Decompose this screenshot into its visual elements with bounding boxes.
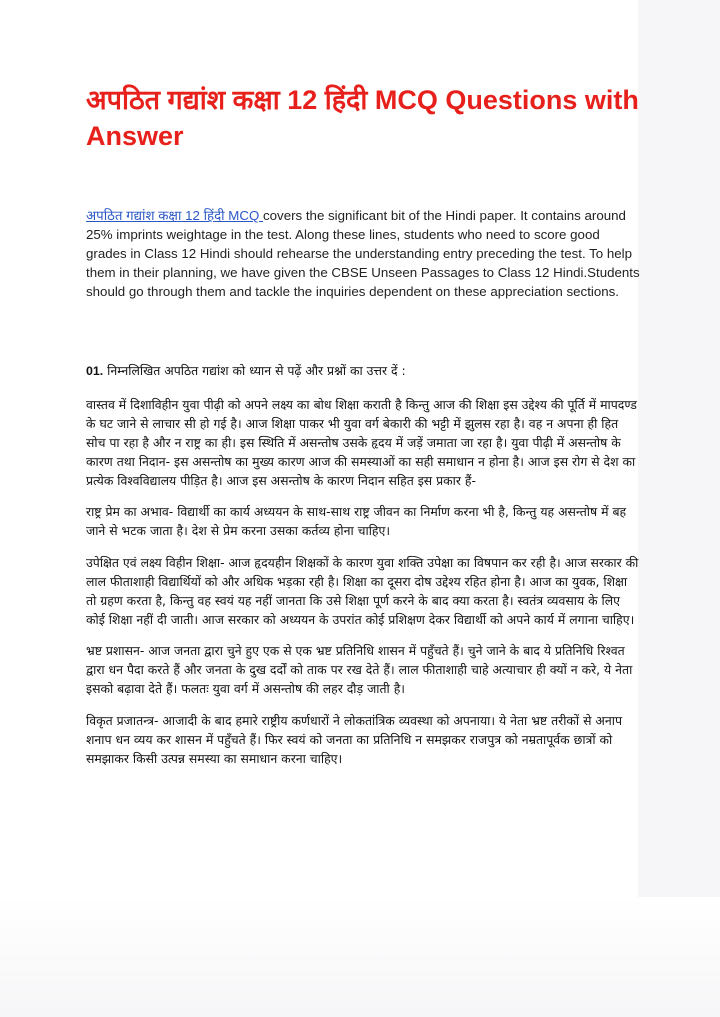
intro-link[interactable]: अपठित गद्यांश कक्षा 12 हिंदी MCQ <box>86 208 263 223</box>
page-title: अपठित गद्यांश कक्षा 12 हिंदी MCQ Questions with Answer <box>86 85 639 151</box>
passage-paragraph-4: भ्रष्ट प्रशासन- आज जनता द्वारा चुने हुए एक से एक भ्रष्ट प्रतिनिधि शासन में पहुँचते हैं। चुने जाने के बाद ये प्रतिनिधि रिश्वत द्वारा धन पैदा करते हैं और जनता के दुख दर्दों को ताक पर रख देते हैं। लाल फीताशाही चाहे अत्याचार ही क्यों न करे, ये नेता इसको बढ़ावा देते हैं। फलतः युवा वर्ग में असन्तोष की लहर दौड़ जाती है। <box>86 643 633 697</box>
question-heading <box>86 361 640 381</box>
question-number: 01. <box>86 364 104 378</box>
passage-paragraph-5: विकृत प्रजातन्त्र- आजादी के बाद हमारे राष्ट्रीय कर्णधारों ने लोकतांत्रिक व्यवस्था को अपनाया। ये नेता भ्रष्ट तरीकों से अनाप शनाप धन व्यय कर शासन में पहुँचते हैं। फिर स्वयं को जनता का प्रतिनिधि न समझकर राजपुत्र को नम्रतापूर्वक छात्रों को समझाकर किसी उत्पन्न समस्या का समाधान करना चाहिए। <box>86 712 622 766</box>
question-text: निम्नलिखित अपठित गद्यांश को ध्यान से पढ़ें और प्रश्नों का उत्तर दें : <box>103 363 406 378</box>
document-content <box>86 82 640 768</box>
passage-paragraph-1: वास्तव में दिशाविहीन युवा पीढ़ी को अपने लक्ष्य का बोध शिक्षा कराती है किन्तु आज की शिक्षा इस उद्देश्य की पूर्ति में मापदण्ड के घट जाने से लाचार सी हो गई है। आज शिक्षा पाकर भी युवा वर्ग बेकारी की भट्टी में झुलस रहा है। वह न अपना ही हित सोच पा रहा है और न राष्ट्र का ही। इस स्थिति में असन्तोष उसके हृदय में जड़ें जमाता जा रहा है। युवा पीढ़ी में असन्तोष के कारण तथा निदान- इस असन्तोष का मुख्य कारण आज की समस्याओं का सही समाधान न होना है। आज इस रोग से देश का प्रत्येक विश्वविद्यालय पीड़ित है। आज इस असन्तोष के कारण निदान सहित इस प्रकार हैं- <box>86 397 637 488</box>
bottom-shade <box>0 897 720 1017</box>
intro-paragraph <box>86 206 640 301</box>
passage-paragraph-3: उपेक्षित एवं लक्ष्य विहीन शिक्षा- आज हृदयहीन शिक्षकों के कारण युवा शक्ति उपेक्षा का विषपान कर रही है। आज सरकार की लाल फीताशाही विद्यार्थियों को और अधिक भड़का रही है। शिक्षा का दूसरा दोष उद्देश्य रहित होना है। आज का युवक, शिक्षा तो ग्रहण करता है, किन्तु वह स्वयं यह नहीं जानता कि उसे शिक्षा पूर्ण करने के बाद क्या करता है। स्वतंत्र व्यवसाय के लिए कोई शिक्षा नहीं दी जाती। आज सरकार को अध्ययन के उपरांत कोई प्रशिक्षण देकर विद्यार्थी को अपने कार्य में लगाना चाहिए। <box>86 554 639 627</box>
side-shade <box>638 0 720 1017</box>
passage-paragraph-2: राष्ट्र प्रेम का अभाव- विद्यार्थी का कार्य अध्ययन के साथ-साथ राष्ट्र जीवन का निर्माण करना भी है, किन्तु यह असन्तोष में बह जाने से भटक जाता है। देश से प्रेम करना उसका कर्तव्य होना चाहिए। <box>86 504 627 539</box>
intro-text: covers the significant bit of the Hindi paper. It contains around 25% imprints weightage in the test. Along these lines, students who need to score good grades in Class 12 Hindi should rehearse the understanding entry preceding the test. To help them in their planning, we have given the CBSE Unseen Passages to Class 12 Hindi.Students should go through them and tackle the inquiries dependent on these appreciation sections. <box>86 208 640 299</box>
